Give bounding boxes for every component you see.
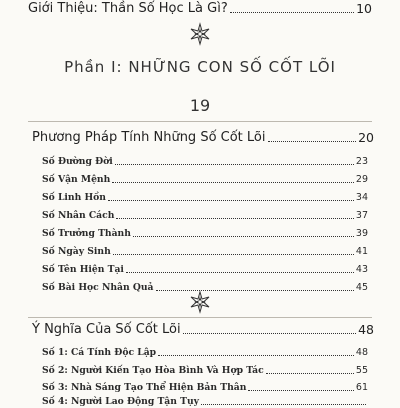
- dot-leader: [230, 12, 354, 13]
- toc-item-label: Số Nhân Cách: [42, 210, 115, 221]
- toc-item[interactable]: [42, 347, 368, 359]
- toc-item-page: 43: [355, 264, 368, 275]
- toc-item[interactable]: [42, 192, 368, 204]
- toc-item-page: 37: [355, 210, 368, 221]
- part-page-number: 19: [189, 96, 211, 115]
- toc-item-label: Số Ngày Sinh: [42, 246, 111, 257]
- toc-item[interactable]: [42, 174, 368, 186]
- toc-item-label: Số Bài Học Nhân Quả: [42, 282, 154, 293]
- dot-leader: [201, 404, 366, 405]
- toc-item[interactable]: [42, 264, 368, 276]
- toc-item-label: Số Trưởng Thành: [42, 228, 131, 239]
- dot-leader: [133, 236, 354, 237]
- divider: [28, 317, 372, 318]
- toc-item-page: 34: [355, 192, 368, 203]
- dot-leader: [115, 164, 354, 165]
- toc-item[interactable]: [42, 382, 368, 394]
- toc-item-label: Số 4: Người Lao Động Tận Tụy: [42, 396, 199, 407]
- dot-leader: [158, 355, 354, 356]
- toc-item-label: Số 3: Nhà Sáng Tạo Thể Hiện Bản Thân: [42, 382, 247, 393]
- compass-star-icon: [189, 23, 211, 45]
- toc-chapter-title: Phương Pháp Tính Những Số Cốt Lõi: [32, 130, 266, 145]
- toc-item-label: Số Vận Mệnh: [42, 174, 111, 185]
- toc-item-page: 45: [355, 282, 368, 293]
- toc-item-page: 23: [355, 156, 368, 167]
- dot-leader: [268, 141, 357, 142]
- toc-item-label: Số Tên Hiện Tại: [42, 264, 124, 275]
- toc-item-page: 48: [355, 347, 368, 358]
- dot-leader: [116, 218, 353, 219]
- toc-item[interactable]: [42, 396, 368, 408]
- toc-item-page: 61: [355, 382, 368, 393]
- toc-chapter-page: 20: [358, 130, 374, 145]
- toc-chapter-page: 48: [358, 322, 374, 337]
- toc-item[interactable]: [42, 365, 368, 377]
- part-title: Phần I: NHỮNG CON SỐ CỐT LÕI: [64, 58, 336, 76]
- dot-leader: [156, 290, 354, 291]
- toc-item[interactable]: [42, 246, 368, 258]
- toc-item-label: Số 1: Cá Tính Độc Lập: [42, 347, 157, 358]
- divider: [28, 121, 372, 122]
- dot-leader: [183, 333, 357, 334]
- toc-item-page: 39: [355, 228, 368, 239]
- compass-star-icon: [189, 291, 211, 313]
- toc-item[interactable]: [42, 156, 368, 168]
- dot-leader: [248, 390, 354, 391]
- toc-chapter-1[interactable]: [32, 130, 374, 146]
- toc-item[interactable]: [42, 228, 368, 240]
- dot-leader: [266, 373, 354, 374]
- toc-item-label: Số 2: Người Kiến Tạo Hòa Bình Và Hợp Tác: [42, 365, 264, 376]
- dot-leader: [113, 254, 354, 255]
- dot-leader: [126, 272, 354, 273]
- dot-leader: [108, 200, 354, 201]
- toc-item[interactable]: [42, 210, 368, 222]
- toc-item-page: 55: [355, 365, 368, 376]
- toc-item-label: Số Đường Đời: [42, 156, 113, 167]
- toc-chapter-2[interactable]: [32, 322, 374, 338]
- toc-entry-page: 10: [356, 1, 372, 16]
- toc-item-page: 41: [355, 246, 368, 257]
- toc-item-label: Số Linh Hồn: [42, 192, 106, 203]
- toc-chapter-title: Ý Nghĩa Của Số Cốt Lõi: [32, 322, 181, 337]
- dot-leader: [112, 182, 354, 183]
- toc-entry-intro[interactable]: [28, 1, 372, 17]
- toc-item-page: 29: [355, 174, 368, 185]
- toc-entry-title: Giới Thiệu: Thần Số Học Là Gì?: [28, 1, 228, 16]
